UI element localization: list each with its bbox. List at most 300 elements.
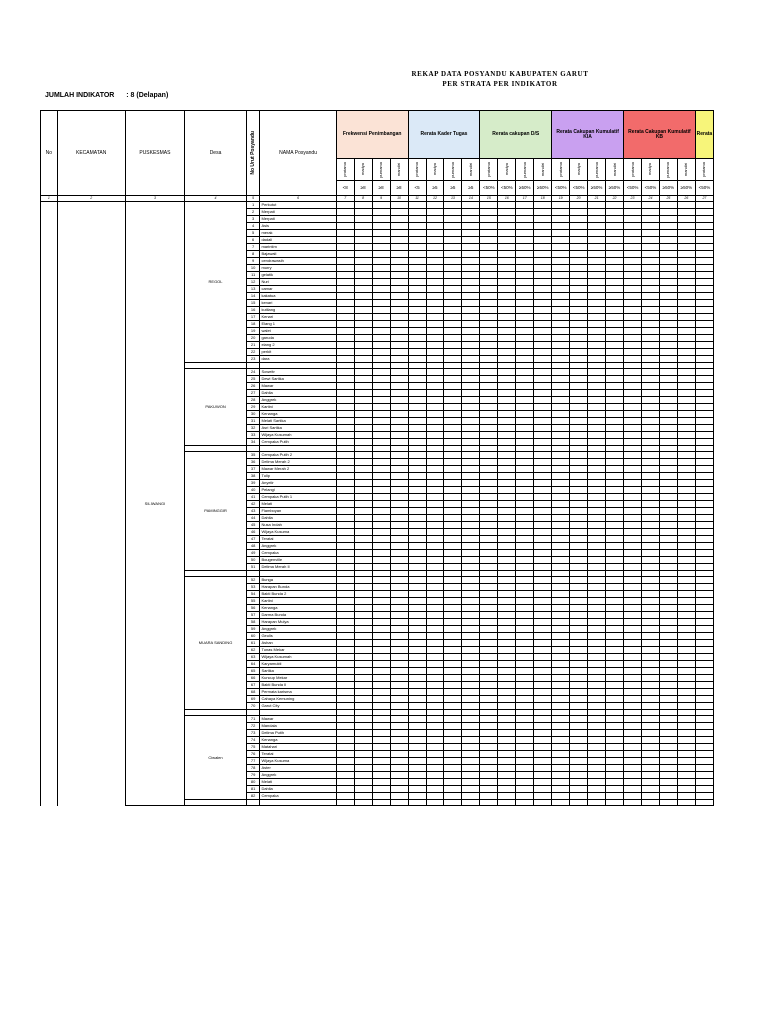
posyandu-name: Garut City [260, 703, 336, 710]
data-cell [552, 335, 570, 342]
data-cell [390, 473, 408, 480]
data-cell [390, 328, 408, 335]
data-cell [372, 272, 390, 279]
data-cell [588, 321, 606, 328]
data-cell [677, 598, 695, 605]
data-cell [336, 418, 354, 425]
data-cell [444, 647, 462, 654]
data-cell [462, 605, 480, 612]
data-cell [695, 550, 713, 557]
data-cell [570, 356, 588, 363]
data-cell [480, 480, 498, 487]
data-cell [480, 626, 498, 633]
data-cell [659, 577, 677, 584]
data-cell [390, 675, 408, 682]
data-cell [462, 321, 480, 328]
data-cell [570, 439, 588, 446]
data-cell [462, 418, 480, 425]
posyandu-number: 56 [246, 605, 260, 612]
data-cell [480, 356, 498, 363]
header-column-number: 13 [444, 196, 462, 202]
posyandu-name: Harapan Bunda [260, 584, 336, 591]
data-cell [677, 418, 695, 425]
data-cell [444, 675, 462, 682]
data-cell [408, 501, 426, 508]
data-cell [444, 390, 462, 397]
data-cell [444, 730, 462, 737]
header-column-number: 6 [260, 196, 336, 202]
data-cell [659, 425, 677, 432]
data-cell [444, 397, 462, 404]
data-cell [444, 230, 462, 237]
data-cell [354, 640, 372, 647]
data-cell [659, 307, 677, 314]
data-cell [444, 661, 462, 668]
data-cell [606, 487, 624, 494]
data-cell [624, 564, 642, 571]
data-cell [462, 342, 480, 349]
data-cell [641, 703, 659, 710]
data-cell [534, 369, 552, 376]
data-cell [570, 223, 588, 230]
data-cell [677, 716, 695, 723]
data-cell [534, 522, 552, 529]
data-cell [480, 682, 498, 689]
header-strata-cell [695, 159, 713, 181]
header-column-number: 22 [606, 196, 624, 202]
data-cell [641, 383, 659, 390]
data-cell [516, 376, 534, 383]
data-cell [390, 772, 408, 779]
data-cell [534, 293, 552, 300]
posyandu-number: 40 [246, 487, 260, 494]
data-cell [570, 591, 588, 598]
data-cell [552, 314, 570, 321]
data-cell [498, 425, 516, 432]
data-cell [570, 480, 588, 487]
data-cell [552, 508, 570, 515]
posyandu-number: 62 [246, 647, 260, 654]
data-cell [426, 349, 444, 356]
posyandu-number: 49 [246, 550, 260, 557]
data-cell [480, 744, 498, 751]
data-cell [641, 258, 659, 265]
data-cell [677, 314, 695, 321]
data-cell [444, 654, 462, 661]
data-cell [552, 626, 570, 633]
data-cell [516, 286, 534, 293]
data-cell [606, 577, 624, 584]
data-cell [336, 265, 354, 272]
data-cell [641, 272, 659, 279]
data-cell [570, 258, 588, 265]
data-cell [336, 661, 354, 668]
data-cell [552, 536, 570, 543]
data-cell [534, 487, 552, 494]
data-cell [426, 265, 444, 272]
posyandu-number: 77 [246, 758, 260, 765]
data-cell [354, 202, 372, 209]
data-cell [695, 765, 713, 772]
data-cell [588, 439, 606, 446]
data-cell [480, 633, 498, 640]
data-cell [606, 209, 624, 216]
data-cell [480, 390, 498, 397]
posyandu-name: marintim [260, 244, 336, 251]
data-cell [659, 356, 677, 363]
data-cell [480, 487, 498, 494]
data-cell [372, 286, 390, 293]
data-cell [336, 536, 354, 543]
data-cell [695, 522, 713, 529]
data-cell [624, 661, 642, 668]
data-cell [659, 640, 677, 647]
data-cell [624, 390, 642, 397]
data-cell [372, 703, 390, 710]
data-cell [444, 682, 462, 689]
spacer-cell [588, 800, 606, 806]
posyandu-number: 5 [246, 230, 260, 237]
data-cell [534, 584, 552, 591]
data-cell [354, 786, 372, 793]
header-column-number: 26 [677, 196, 695, 202]
data-cell [372, 793, 390, 800]
header-strata-cell [516, 159, 534, 181]
posyandu-name: Soweitr [260, 369, 336, 376]
data-cell [408, 772, 426, 779]
data-cell [570, 383, 588, 390]
data-cell [426, 598, 444, 605]
spacer-cell [480, 800, 498, 806]
header-column-number: 3 [125, 196, 185, 202]
data-cell [336, 786, 354, 793]
data-cell [354, 793, 372, 800]
data-cell [570, 640, 588, 647]
data-cell [552, 730, 570, 737]
data-cell [552, 640, 570, 647]
data-cell [390, 432, 408, 439]
data-cell [354, 730, 372, 737]
data-cell [498, 397, 516, 404]
header-no-urut [246, 111, 260, 196]
data-cell [390, 557, 408, 564]
data-cell [624, 293, 642, 300]
data-cell [624, 321, 642, 328]
data-cell [659, 473, 677, 480]
posyandu-name: Kenanga [260, 411, 336, 418]
data-cell [498, 404, 516, 411]
data-cell [480, 730, 498, 737]
data-cell [444, 793, 462, 800]
header-column-number: 9 [372, 196, 390, 202]
data-cell [552, 411, 570, 418]
data-cell [462, 425, 480, 432]
posyandu-name: dadali [260, 237, 336, 244]
data-cell [606, 369, 624, 376]
header-strata-label: pratama [414, 162, 420, 177]
data-cell [641, 328, 659, 335]
posyandu-name: elang 2 [260, 342, 336, 349]
data-cell [552, 696, 570, 703]
data-cell [372, 522, 390, 529]
data-cell [372, 349, 390, 356]
data-cell [641, 647, 659, 654]
data-cell [426, 383, 444, 390]
data-cell [588, 758, 606, 765]
data-cell [659, 668, 677, 675]
data-cell [641, 209, 659, 216]
data-cell [336, 335, 354, 342]
table-row [41, 202, 714, 209]
header-strata-label: mandiri [467, 162, 473, 177]
data-cell [552, 654, 570, 661]
data-cell [606, 758, 624, 765]
data-cell [462, 390, 480, 397]
data-cell [462, 404, 480, 411]
data-cell [606, 223, 624, 230]
data-cell [659, 612, 677, 619]
data-cell [624, 342, 642, 349]
data-cell [408, 244, 426, 251]
data-cell [516, 793, 534, 800]
data-cell [552, 342, 570, 349]
data-cell [516, 716, 534, 723]
data-cell [606, 703, 624, 710]
header-desa: Desa [185, 111, 247, 196]
data-cell [570, 390, 588, 397]
data-cell [498, 286, 516, 293]
data-cell [570, 487, 588, 494]
posyandu-number: 64 [246, 661, 260, 668]
data-cell [462, 529, 480, 536]
data-cell [480, 612, 498, 619]
data-cell [462, 696, 480, 703]
data-cell [695, 293, 713, 300]
data-cell [534, 654, 552, 661]
data-cell [534, 682, 552, 689]
data-cell [588, 356, 606, 363]
data-cell [498, 758, 516, 765]
posyandu-name: Kenanga [260, 737, 336, 744]
data-cell [498, 439, 516, 446]
data-cell [624, 230, 642, 237]
posyandu-name: Delima Merah 2 [260, 459, 336, 466]
data-cell [336, 508, 354, 515]
data-cell [606, 307, 624, 314]
data-cell [444, 494, 462, 501]
posyandu-number: 67 [246, 682, 260, 689]
posyandu-number: 13 [246, 286, 260, 293]
data-cell [498, 633, 516, 640]
data-cell [516, 237, 534, 244]
data-cell [641, 577, 659, 584]
data-cell [588, 272, 606, 279]
header-group-1: Frekwensi Penimbangan [336, 111, 408, 159]
data-cell [390, 279, 408, 286]
header-threshold: ≥50% [534, 181, 552, 196]
data-cell [354, 577, 372, 584]
data-cell [426, 779, 444, 786]
data-cell [659, 737, 677, 744]
data-cell [570, 716, 588, 723]
data-cell [462, 279, 480, 286]
indicator-count-value: : 8 (Delapan) [126, 92, 169, 99]
posyandu-number: 16 [246, 307, 260, 314]
data-cell [462, 307, 480, 314]
data-cell [354, 661, 372, 668]
data-cell [552, 265, 570, 272]
data-cell [606, 605, 624, 612]
data-cell [390, 452, 408, 459]
data-cell [462, 349, 480, 356]
data-cell [588, 328, 606, 335]
posyandu-number: 18 [246, 321, 260, 328]
data-cell [444, 356, 462, 363]
data-cell [462, 779, 480, 786]
posyandu-number: 72 [246, 723, 260, 730]
data-cell [695, 661, 713, 668]
data-cell [641, 321, 659, 328]
data-cell [408, 793, 426, 800]
data-cell [588, 418, 606, 425]
data-cell [408, 668, 426, 675]
header-strata-cell [570, 159, 588, 181]
data-cell [408, 356, 426, 363]
data-cell [426, 328, 444, 335]
data-cell [641, 279, 659, 286]
header-threshold: <50% [498, 181, 516, 196]
data-cell [444, 737, 462, 744]
posyandu-name: Dahlia [260, 390, 336, 397]
data-cell [695, 404, 713, 411]
data-cell [659, 439, 677, 446]
data-cell [498, 411, 516, 418]
posyandu-name: garuda [260, 335, 336, 342]
data-cell [552, 237, 570, 244]
data-cell [390, 584, 408, 591]
spacer-cell [246, 800, 260, 806]
data-cell [588, 612, 606, 619]
data-cell [677, 661, 695, 668]
data-cell [444, 307, 462, 314]
data-cell [641, 564, 659, 571]
data-cell [516, 543, 534, 550]
data-cell [462, 376, 480, 383]
data-cell [641, 480, 659, 487]
data-cell [516, 473, 534, 480]
posyandu-name: Cempaka Putih 1 [260, 494, 336, 501]
data-cell [336, 647, 354, 654]
data-cell [390, 439, 408, 446]
data-cell [408, 369, 426, 376]
data-cell [588, 689, 606, 696]
posyandu-name: Darma Bunda [260, 612, 336, 619]
data-cell [408, 390, 426, 397]
data-cell [677, 772, 695, 779]
header-strata-cell [498, 159, 516, 181]
data-cell [516, 251, 534, 258]
data-cell [462, 286, 480, 293]
data-cell [372, 418, 390, 425]
data-cell [462, 209, 480, 216]
data-cell [552, 619, 570, 626]
data-cell [426, 619, 444, 626]
data-cell [641, 737, 659, 744]
data-cell [552, 494, 570, 501]
data-cell [606, 439, 624, 446]
data-cell [516, 335, 534, 342]
posyandu-name: Anggrek [260, 397, 336, 404]
data-cell [480, 279, 498, 286]
data-cell [606, 508, 624, 515]
data-cell [570, 577, 588, 584]
data-cell [624, 647, 642, 654]
data-cell [659, 223, 677, 230]
data-cell [677, 543, 695, 550]
data-cell [336, 411, 354, 418]
data-cell [695, 314, 713, 321]
data-cell [677, 300, 695, 307]
data-cell [390, 619, 408, 626]
data-cell [552, 459, 570, 466]
data-cell [372, 730, 390, 737]
data-cell [372, 598, 390, 605]
header-threshold: ≥5 [444, 181, 462, 196]
data-cell [534, 716, 552, 723]
data-cell [372, 557, 390, 564]
data-cell [695, 723, 713, 730]
data-cell [336, 390, 354, 397]
posyandu-number: 10 [246, 265, 260, 272]
data-cell [462, 682, 480, 689]
data-cell [408, 758, 426, 765]
data-cell [390, 536, 408, 543]
spacer-cell [624, 800, 642, 806]
data-cell [624, 584, 642, 591]
data-cell [606, 452, 624, 459]
data-cell [516, 487, 534, 494]
data-cell [444, 584, 462, 591]
posyandu-name: dara [260, 356, 336, 363]
data-cell [677, 279, 695, 286]
data-cell [606, 244, 624, 251]
data-cell [677, 793, 695, 800]
data-cell [462, 501, 480, 508]
data-cell [624, 432, 642, 439]
data-cell [444, 342, 462, 349]
data-cell [588, 216, 606, 223]
data-cell [444, 689, 462, 696]
data-cell [372, 723, 390, 730]
data-cell [390, 321, 408, 328]
data-cell [659, 689, 677, 696]
data-cell [695, 272, 713, 279]
data-cell [624, 349, 642, 356]
data-cell [677, 626, 695, 633]
posyandu-number: 74 [246, 737, 260, 744]
data-cell [408, 473, 426, 480]
data-cell [498, 508, 516, 515]
data-cell [552, 349, 570, 356]
header-group-4: Rerata Cakupan Kumulatif KIA [552, 111, 624, 159]
data-cell [516, 654, 534, 661]
data-cell [606, 765, 624, 772]
data-cell [606, 328, 624, 335]
data-cell [641, 335, 659, 342]
data-cell [480, 335, 498, 342]
data-cell [588, 793, 606, 800]
data-cell [408, 633, 426, 640]
